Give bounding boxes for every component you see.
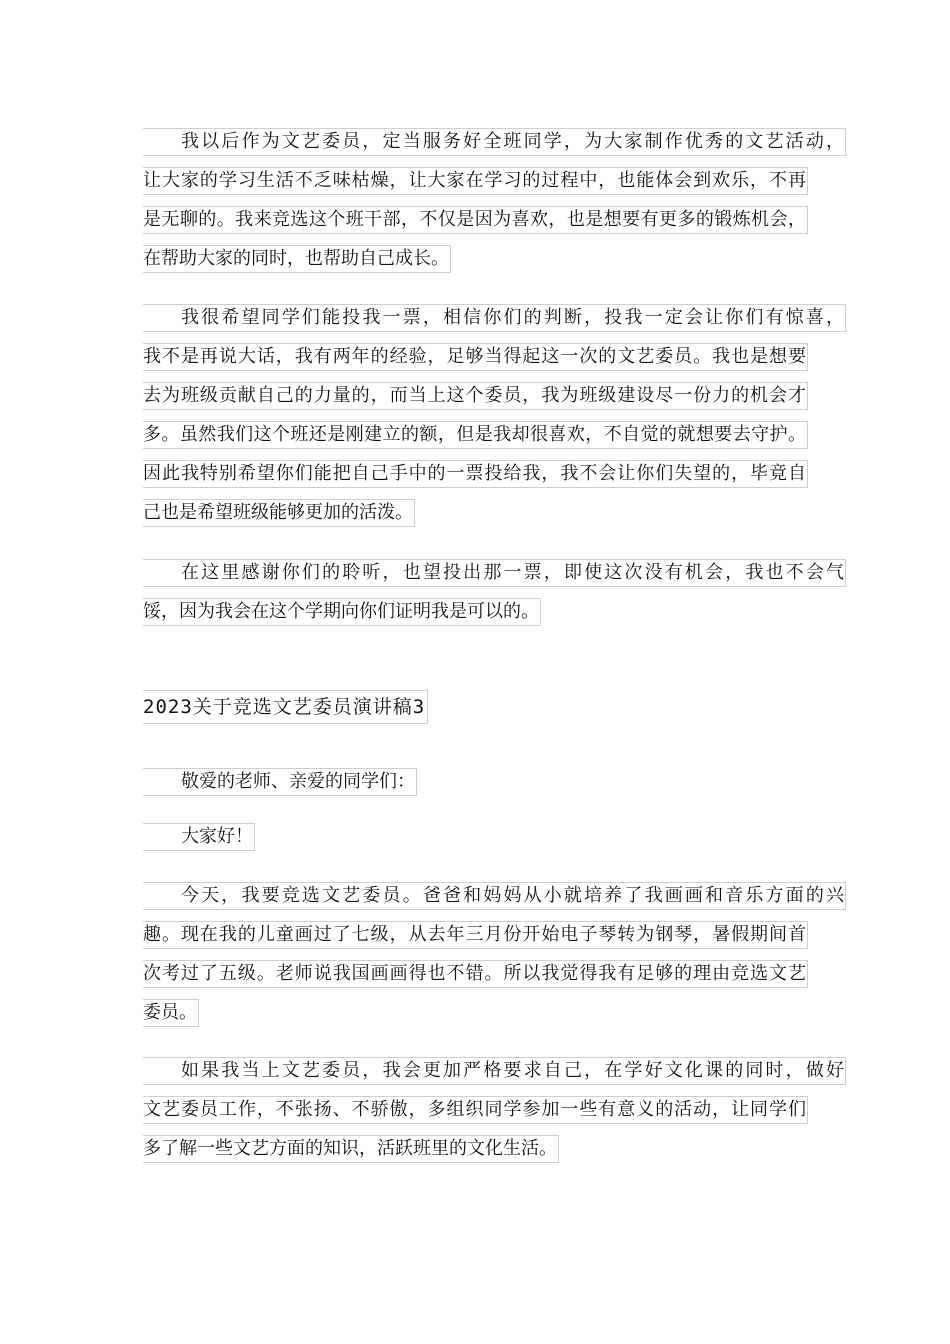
paragraph-5 (143, 1051, 846, 1168)
paragraph-line: 文艺委员工作，不张扬、不骄傲，多组织同学参加一些有意义的活动，让同学们 (143, 1090, 846, 1129)
paragraph-line: 去为班级贡献自己的力量的，而当上这个委员，我为班级建设尽一份力的机会才 (143, 376, 846, 415)
paragraph-4 (143, 876, 846, 1032)
greeting (143, 762, 417, 801)
paragraph-line: 如果我当上文艺委员，我会更加严格要求自己，在学好文化课的同时，做好 (143, 1051, 846, 1090)
paragraph-line: 今天，我要竞选文艺委员。爸爸和妈妈从小就培养了我画画和音乐方面的兴 (143, 876, 846, 915)
hello-line: 大家好！ (143, 817, 255, 856)
paragraph-line: 我很希望同学们能投我一票，相信你们的判断，投我一定会让你们有惊喜， (143, 298, 846, 337)
paragraph-line: 在这里感谢你们的聆听，也望投出那一票，即使这次没有机会，我也不会气 (143, 553, 846, 592)
paragraph-line: 在帮助大家的同时，也帮助自己成长。 (143, 239, 846, 278)
greeting-line: 敬爱的老师、亲爱的同学们： (143, 762, 417, 801)
paragraph-line: 己也是希望班级能够更加的活泼。 (143, 493, 846, 532)
paragraph-line: 我不是再说大话，我有两年的经验，足够当得起这一次的文艺委员。我也是想要 (143, 337, 846, 376)
paragraph-line: 是无聊的。我来竞选这个班干部，不仅是因为喜欢，也是想要有更多的锻炼机会， (143, 200, 846, 239)
paragraph-line: 多。虽然我们这个班还是刚建立的额，但是我却很喜欢，不自觉的就想要去守护。 (143, 415, 846, 454)
paragraph-line: 让大家的学习生活不乏味枯燥，让大家在学习的过程中，也能体会到欢乐，不再 (143, 161, 846, 200)
paragraph-1 (143, 122, 846, 278)
paragraph-line: 趣。现在我的儿童画过了七级，从去年三月份开始电子琴转为钢琴，暑假期间首 (143, 915, 846, 954)
paragraph-line: 次考过了五级。老师说我国画画得也不错。所以我觉得我有足够的理由竞选文艺 (143, 954, 846, 993)
paragraph-line: 我以后作为文艺委员，定当服务好全班同学，为大家制作优秀的文艺活动， (143, 122, 846, 161)
paragraph-3 (143, 553, 846, 631)
paragraph-2 (143, 298, 846, 532)
paragraph-line: 因此我特别希望你们能把自己手中的一票投给我，我不会让你们失望的，毕竟自 (143, 454, 846, 493)
paragraph-line: 馁，因为我会在这个学期向你们证明我是可以的。 (143, 592, 846, 631)
section-title: 2023关于竞选文艺委员演讲稿3 (143, 690, 428, 724)
hello (143, 817, 255, 856)
paragraph-line: 委员。 (143, 993, 846, 1032)
paragraph-line: 多了解一些文艺方面的知识，活跃班里的文化生活。 (143, 1129, 846, 1168)
